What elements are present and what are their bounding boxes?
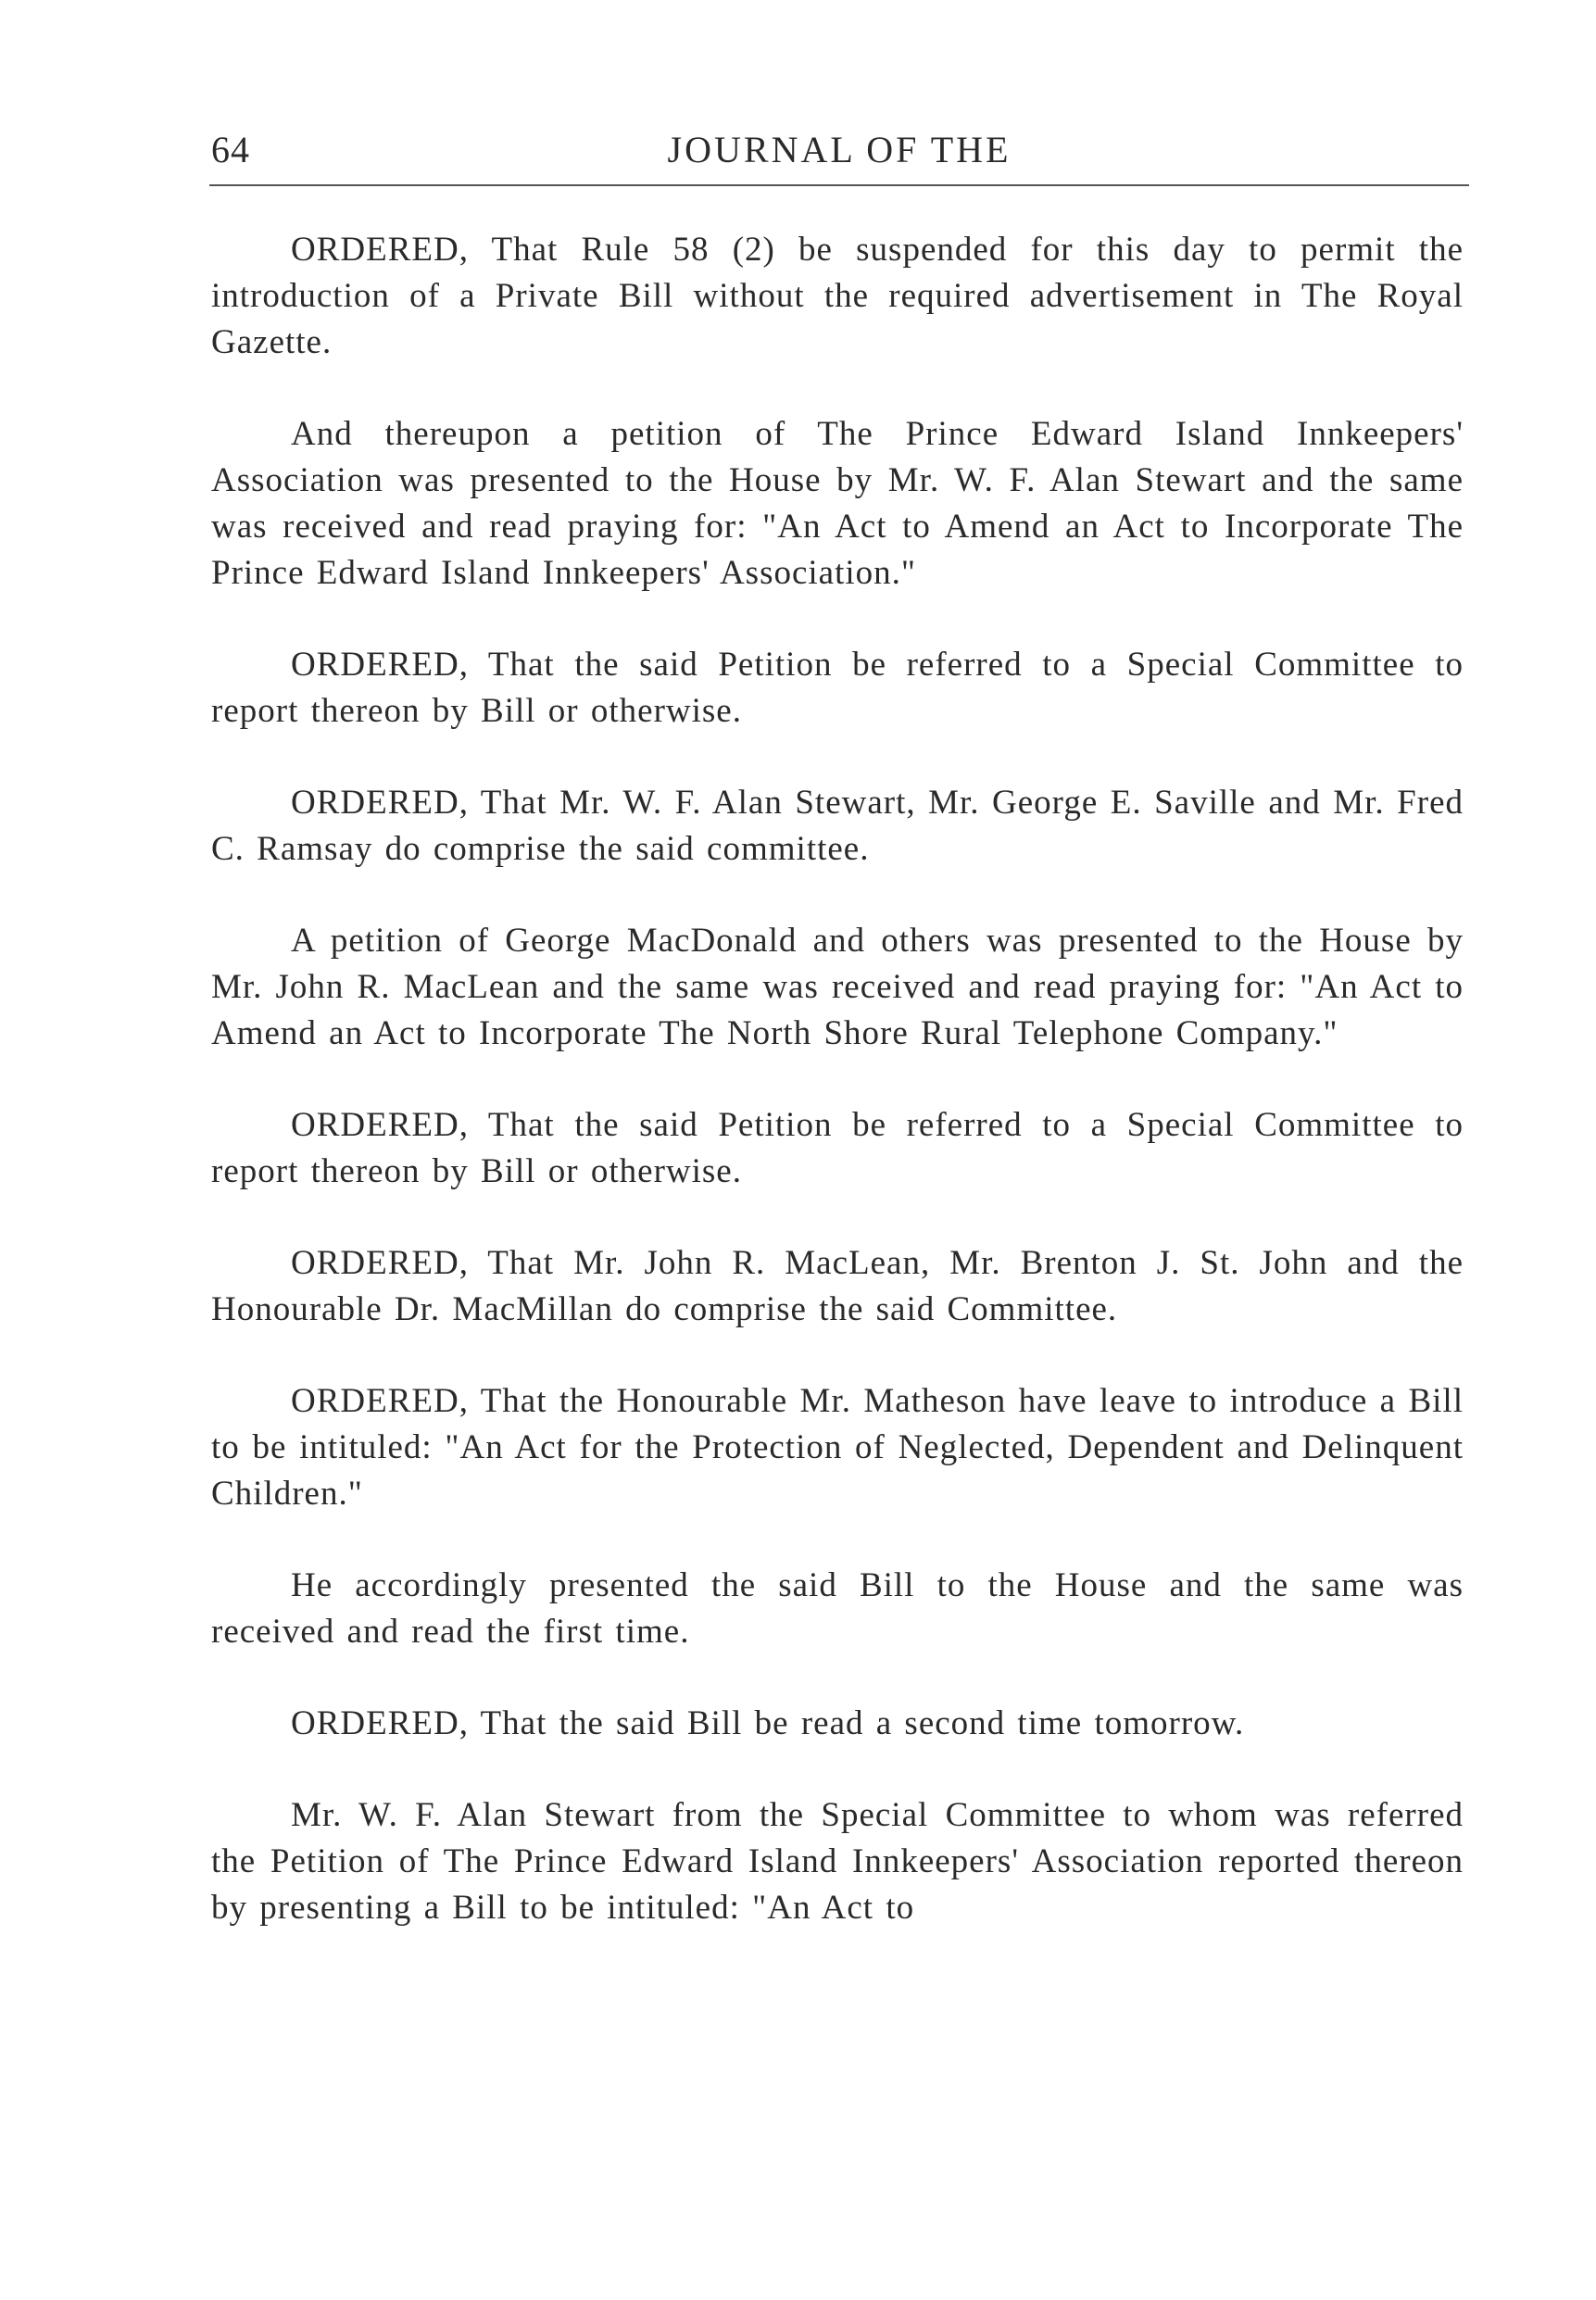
header-rule (209, 184, 1469, 186)
paragraph-committee-report: Mr. W. F. Alan Stewart from the Special Committee to whom was referred the Petition of The Prince Edward Island Innkeepers' Association reported thereon by presenting a Bill to be intituled: "An Act to (211, 1796, 1464, 1927)
paragraph-telephone-committee: ORDERED, That Mr. John R. MacLean, Mr. Brenton J. St. John and the Honourable Dr. MacMillan do comprise the said Committee. (211, 1244, 1464, 1328)
paragraph-refer-telephone-petition: ORDERED, That the said Petition be referred to a Special Committee to report thereon by Bill or otherwise. (211, 1106, 1464, 1190)
paragraph-innkeepers-committee: ORDERED, That Mr. W. F. Alan Stewart, Mr. George E. Saville and Mr. Fred C. Ramsay do comprise the said committee. (211, 784, 1464, 868)
paragraph-first-reading: He accordingly presented the said Bill to the House and the same was received and read the first time. (211, 1566, 1464, 1651)
paragraph-rule-suspension: ORDERED, That Rule 58 (2) be suspended for this day to permit the introduction of a Private Bill without the required advertisement in The Royal Gazette. (211, 231, 1464, 361)
journal-body (211, 227, 1464, 1931)
paragraph-children-bill-leave: ORDERED, That the Honourable Mr. Matheson have leave to introduce a Bill to be intituled: "An Act for the Protection of Neglected, Dependent and Delinquent Children." (211, 1382, 1464, 1513)
paragraph-refer-innkeepers-petition: ORDERED, That the said Petition be referred to a Special Committee to report thereon by Bill or otherwise. (211, 646, 1464, 730)
page-number: 64 (211, 129, 250, 170)
running-head: JOURNAL OF THE (667, 129, 1012, 170)
page-header (211, 128, 1467, 183)
paragraph-second-reading: ORDERED, That the said Bill be read a second time tomorrow. (291, 1704, 1245, 1742)
paragraph-telephone-petition: A petition of George MacDonald and others was presented to the House by Mr. John R. MacLean and the same was received and read praying for: "An Act to Amend an Act to Incorporate The North Shore Rural Telephone Company." (211, 922, 1464, 1052)
paragraph-innkeepers-petition: And thereupon a petition of The Prince Edward Island Innkeepers' Association was presented to the House by Mr. W. F. Alan Stewart and the same was received and read praying for: "An Act to Amend an Act to Incorporate The Prince Edward Island Innkeepers' Association." (211, 415, 1464, 592)
